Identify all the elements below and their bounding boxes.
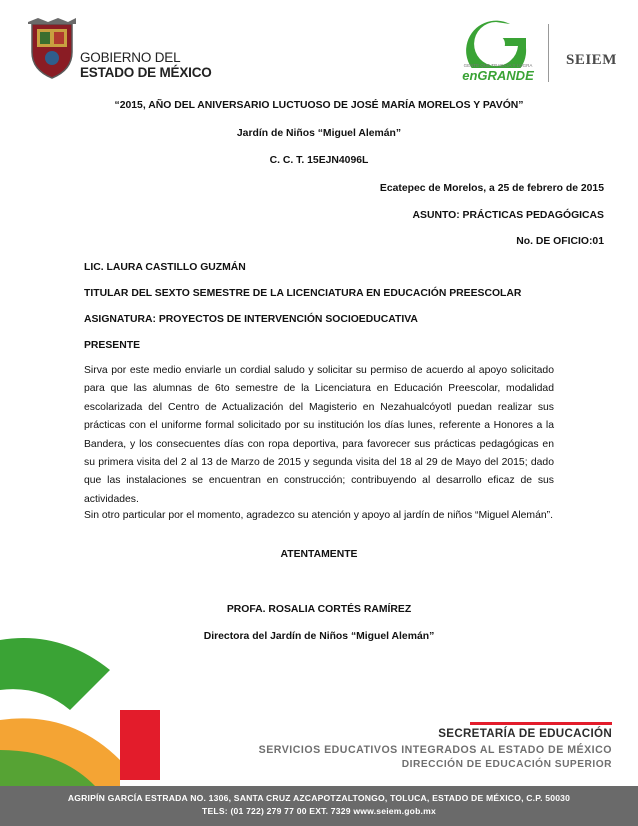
gobierno-wordmark	[80, 50, 212, 80]
signer-name: PROFA. ROSALIA CORTÉS RAMÍREZ	[226, 604, 412, 615]
header-separator	[548, 24, 549, 82]
footer-contact: TELS: (01 722) 279 77 00 EXT. 7329 www.seiem.gob.mx	[202, 806, 436, 816]
direccion-title: DIRECCIÓN DE EDUCACIÓN SUPERIOR	[401, 759, 612, 770]
engrande-word: enGRANDE	[462, 68, 534, 83]
school-name: Jardín de Niños “Miguel Alemán”	[236, 128, 402, 139]
footer-address: AGRIPÍN GARCÍA ESTRADA NO. 1306, SANTA CRUZ AZCAPOTZALTONGO, TOLUCA, ESTADO DE MÉXICO, C.P. 50030	[67, 793, 571, 803]
recipient-name: LIC. LAURA CASTILLO GUZMÁN	[84, 262, 246, 273]
seiem-logo: SEIEM	[566, 52, 617, 68]
estado-shield-icon	[26, 18, 78, 80]
subject-line: ASUNTO: PRÁCTICAS PEDAGÓGICAS	[412, 210, 604, 221]
office-number: No. DE OFICIO:01	[516, 236, 604, 247]
body-paragraph-1: Sirva por este medio enviarle un cordial saludo y solicitar su permiso de acuerdo al apoyo solicitado para que las alumnas de 6to semestre de la Licenciatura en Educación Preescolar, modalidad escolarizada del Centro de Actualización del Magisterio en Nezahualcóyotl puedan realizar sus prácticas con el uniforme formal solicitado por su institución los días lunes, referente a Honores a la Bandera, y los consecuentes días con ropa deportiva, para favorecer sus prácticas pedagógicas en su primera visita del 2 al 13 de Marzo de 2015 y segunda visita del 18 al 29 de Mayo del 2015; dado que las instalaciones se encuentran en construcción; contribuyendo al desarrollo eficaz de sus actividades.	[84, 365, 554, 505]
place-date: Ecatepec de Morelos, a 25 de febrero de 2015	[379, 183, 604, 194]
body-paragraph-2: Sin otro particular por el momento, agradezco su atención y apoyo al jardín de niños “Miguel Alemán”.	[84, 510, 553, 521]
signer-title: Directora del Jardín de Niños “Miguel Alemán”	[203, 631, 435, 642]
secretaria-accent-bar	[470, 722, 612, 725]
engrande-tagline: GENTE QUE TRABAJA Y LOGRA	[463, 63, 533, 68]
presente: PRESENTE	[84, 340, 141, 351]
gob-line1: GOBIERNO DEL	[80, 50, 181, 65]
gob-line2: ESTADO DE MÉXICO	[80, 65, 212, 80]
recipient-title: TITULAR DEL SEXTO SEMESTRE DE LA LICENCIATURA EN EDUCACIÓN PREESCOLAR	[84, 288, 522, 299]
servicios-title: SERVICIOS EDUCATIVOS INTEGRADOS AL ESTADO DE MÉXICO	[258, 744, 612, 756]
cct-code: C. C. T. 15EJN4096L	[269, 155, 369, 166]
engrande-logo	[452, 18, 542, 86]
motto: “2015, AÑO DEL ANIVERSARIO LUCTUOSO DE JOSÉ MARÍA MORELOS Y PAVÓN”	[114, 100, 524, 111]
g-letter-icon	[452, 18, 542, 68]
closing: ATENTAMENTE	[280, 549, 358, 560]
secretaria-title: SECRETARÍA DE EDUCACIÓN	[438, 727, 612, 740]
recipient-subject: ASIGNATURA: PROYECTOS DE INTERVENCIÓN SOCIOEDUCATIVA	[84, 314, 418, 325]
